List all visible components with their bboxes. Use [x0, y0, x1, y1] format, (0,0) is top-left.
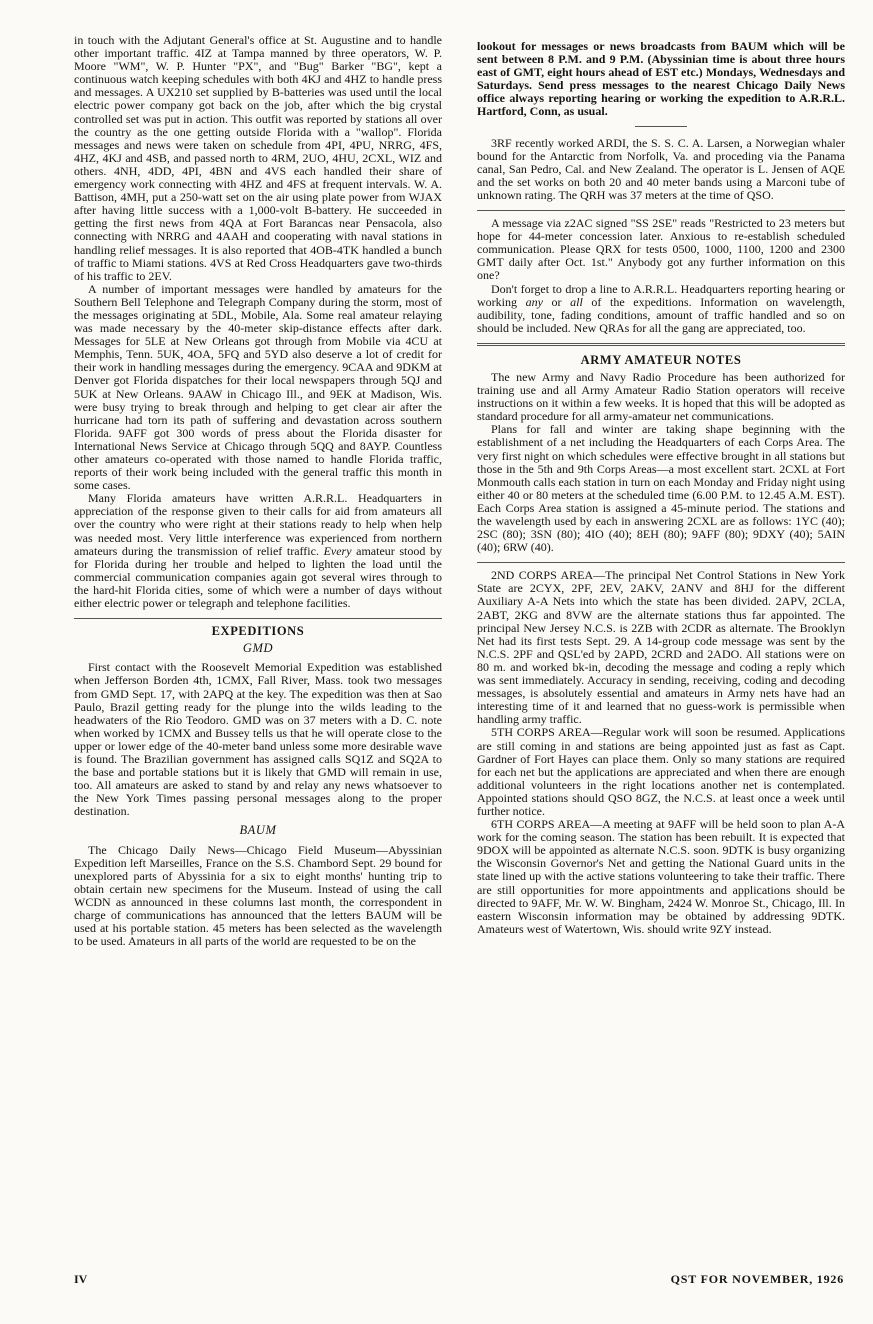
- emphasis: all: [570, 294, 583, 309]
- emphasis: any: [525, 294, 543, 309]
- paragraph: The Chicago Daily News—Chicago Field Museum—Abyssinian Expedition left Marseilles, France on the S.S. Chambord Sept. 29 bound for unexplored parts of Abyssinia for a six to eight months' hunting trip to obtain certain new specimens for the Museum. Instead of using the call WCDN as announced in these columns last month, the correspondent in charge of communications has announced that the letters BAUM will be used at his portable station. 45 meters has been selected as the wavelength to be used. Amateurs in all parts of the world are requested to be on the: [74, 842, 442, 949]
- double-divider: [477, 343, 845, 346]
- page-number: IV: [74, 1272, 88, 1286]
- divider: [477, 562, 845, 563]
- text-run: or: [542, 294, 571, 309]
- left-column: [74, 34, 442, 948]
- subheading-baum: BAUM: [239, 823, 277, 838]
- text-run: Many Florida amateurs have written A.R.R.L. Headquarters in appreciation of the response given to their calls for aid from amateurs all over the country who were right at their stations ready to help when help was needed most. Very little interference was experienced from northern amateurs during the transmission of relief traffic.: [74, 491, 442, 558]
- running-footer: QST FOR NOVEMBER, 1926: [670, 1272, 844, 1286]
- right-column: [477, 40, 845, 936]
- short-divider: [635, 126, 687, 127]
- text-run: amateur stood by for Florida during her trouble and helped to lighten the load until the commercial communication companies again got several wires through to the hard-hit Florida cities, some of which were a number of days without either electric power or telegraph and telephone facilities.: [74, 543, 442, 611]
- section-heading-army: ARMY AMATEUR NOTES: [580, 352, 742, 367]
- paragraph: First contact with the Roosevelt Memorial Expedition was established when Jefferson Borden 4th, 1CMX, Fall River, Mass. took two messages from GMD Sept. 17, with 2APQ at the key. The expedition was then at Sao Paulo, Brazil getting ready for the plunge into the wilds leading to the headwaters of the Rio Teodoro. GMD was on 37 meters with a D. C. note when worked by 1CMX and Bussey tells us that he will operate close to the upper or lower edge of the 40-meter band unless some more desirable wave is found. The Brazilian government has assigned calls SQ1Z and SQ2A to the base and portable stations but it is likely that GMD will remain in use, too. All amateurs are asked to stand by and relay any news whatsoever to the New York Times passing personal messages along to the proper destination.: [74, 660, 442, 819]
- paragraph: 5TH CORPS AREA—Regular work will soon be resumed. Applications are still coming in and stations are being appointed just as fast as Capt. Gardner of Fort Hayes can place them. Only so many stations are required for each net but the applications are appreciated and when there are enough additional volunteers in the right locations another net is contemplated. Appointed stations should QSO 8GZ, the N.C.S. at least once a week until further notice.: [477, 725, 845, 818]
- paragraph: Plans for fall and winter are taking shape beginning with the establishment of a net including the Headquarters of each Corps Area. The very first night on which schedules were effective brought in all stations but those in the 5th and 9th Corps Areas—a most excellent start. 2CXL at Fort Monmouth calls each station in turn on each Monday and Friday night using either 40 or 80 meters at the scheduled time (6.00 P.M. to 12.45 A.M. EST). Each Corps Area station is assigned a 45-minute period. The stations and the wavelength used by each in answering 2CXL are as follows: 1YC (40); 2SC (80); 3SN (80); 4IO (40); 8EH (80); 9AFF (80); 9DXY (40); 5AIN (40); 6RW (40).: [477, 422, 845, 555]
- text-run: Don't forget to drop a line to A.R.R.L. Headquarters reporting hearing or working: [477, 281, 845, 309]
- paragraph: A number of important messages were handled by amateurs for the Southern Bell Telephone and Telegraph Company during the storm, most of the messages originating at 5DL, Mobile, Ala. Some real amateur relaying was made necessary by the 40-meter skip-distance effects after dark. Messages for 5LE at New Orleans got through from Mobile via 4CU at Memphis, Tenn. 5UK, 4OA, 5FQ and 5YD also deserve a lot of credit for their work in handling messages during the emergency. 9CAA and 9DKM at Denver got Florida dispatches for their local newspapers through 5QJ and 5UK at New Orleans. 9AAW in Chicago Ill., and 9EK at Madison, Wis. were busy trying to break through and helping to get clear air after the hurricane had torn its path of suffering and devastation across southern Florida. 9AFF got 300 words of press about the Florida disaster for International News Service at Chicago through 5QQ and 8AYP. Countless other amateurs co-operated with those named to handle Florida traffic, reports of their work being included with the general traffic this month in some cases.: [74, 281, 442, 493]
- paragraph: [477, 283, 845, 335]
- section-heading-expeditions: EXPEDITIONS: [211, 624, 305, 639]
- paragraph: The new Army and Navy Radio Procedure has been authorized for training use and all Army Amateur Radio Station operators will receive instructions on it within a few weeks. It is hoped that this will be adopted as standard procedure for all army-amateur net communications.: [477, 369, 845, 424]
- paragraph: 3RF recently worked ARDI, the S. S. C. A. Larsen, a Norwegian whaler bound for the Antarctic from Norfolk, Va. and proceding via the Panama canal, San Pedro, Cal. and New Zealand. The operator is L. Jensen of AQE and the set works on both 20 and 40 meter bands using a Marconi tube of unknown rating. The QRH was 37 meters at the time of QSO.: [477, 135, 845, 202]
- paragraph: lookout for messages or news broadcasts from BAUM which will be sent between 8 P.M. and 9 P.M. (Abyssinian time is about three hours east of GMT, eight hours ahead of EST etc.) Mondays, Wednesdays and Saturdays. Send press messages to the nearest Chicago Daily News office always reporting hearing or working the expedition to A.R.R.L. Hartford, Conn, as usual.: [477, 39, 845, 119]
- paragraph: in touch with the Adjutant General's office at St. Augustine and to handle other important traffic. 4IZ at Tampa manned by three operators, W. P. Moore "WM", W. P. Hunter "PX", and "Bug" Barker "BG", kept a continuous watch keeping schedules with both 4KJ and 4HZ to handle press and messages. A UX210 set supplied by B-batteries was used until the local electric power company got back on the job, after which the big crystal controlled set was put in action. This outfit was reported by stations all over the country as the one getting outside Florida with a "wallop". Florida messages and news were taken on schedule from 4PI, 4PU, NRRG, 4FS, 4HZ, 4KJ and 4SB, and passed north to 4RM, 2UO, 4HU, 2CXL, WIZ and others. 4NH, 4DD, 4PI, 4BN and 4VS each handled their share of emergency work connecting with 4HZ and 4FS at frequent intervals. W. A. Battison, 4MH, put a 250-watt set on the air using plate power from WJAX after having little success with a 1,000-volt B-battery. He succeeded in getting the first news from 4QA at Fort Barancas near Pensacola, also connecting with NRRG and 4AAH and cooperating with naval stations in handling relief messages. It is also reported that 4OB-4TK handled a bunch of traffic to Miami stations. 4VS at Red Cross Headquarters gave two-thirds of his traffic to 2EV.: [74, 33, 442, 283]
- divider: [74, 618, 442, 619]
- divider: [477, 210, 845, 211]
- paragraph: 2ND CORPS AREA—The principal Net Control Stations in New York State are 2CYX, 2PF, 2EV, 2AKV, 2ANV and 8HJ for the different Auxiliary A-A Nets into which the state has been divided. 2APV, 2CLA, 2ABT, 2KG and 8VW are the alternate stations thus far appointed. The principal New Jersey N.C.S. is 2ZB with 2CDR as alternate. The Brooklyn Net had its first tests Sept. 29. A 14-group code message was sent by the N.C.S. 2PF and QSL'ed by 2APD, 2CRD and 2ADO. All stations were on 80 m. and worked bk-in, decoding the message and coding a reply which was sent immediately. Accuracy in sending, receiving, coding and decoding messages, is absolutely essential and amateurs in Army nets have had an interesting time of it and learned that no guess-work is permissible when handling army traffic.: [477, 568, 845, 727]
- paragraph: 6TH CORPS AREA—A meeting at 9AFF will be held soon to plan A-A work for the coming season. The station has been rebuilt. It is expected that 9DOX will be appointed as alternate N.C.S. soon. 9DTK is busy organizing the Wisconsin Governor's Net and getting the National Guard units in the state lined up with the active stations volunteering to take their traffic. There are still opportunities for more appointments and applications should be directed to 9AFF, Mr. W. W. Bingham, 2424 W. Monroe St., Chicago, Ill. In eastern Wisconsin information may be obtained by addressing 9DTK. Amateurs west of Watertown, Wis. should write 9ZY instead.: [477, 817, 845, 936]
- text-run: of the expeditions. Information on wavelength, audibility, tone, fading conditions, amount of traffic handled and so on should be included. New QRAs for all the gang are appreciated, too.: [477, 294, 846, 335]
- paragraph: A message via z2AC signed "SS 2SE" reads "Restricted to 23 meters but hope for 44-meter concession later. Anxious to re-establish scheduled communication. Please QRX for tests 0500, 1000, 1100, 1200 and 2300 GMT daily after Oct. 1st." Anybody got any further information on this one?: [477, 216, 845, 283]
- subheading-gmd: GMD: [242, 641, 274, 656]
- emphasis: Every: [323, 543, 352, 558]
- paragraph: [74, 492, 442, 610]
